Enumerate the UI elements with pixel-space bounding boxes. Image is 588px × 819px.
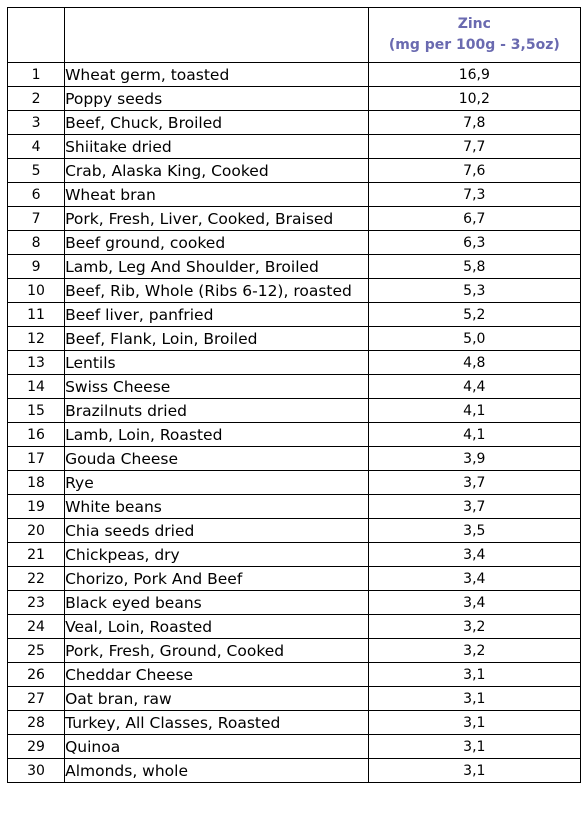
zinc-value-cell: 7,8: [368, 111, 580, 135]
rank-cell: 16: [8, 423, 65, 447]
rank-cell: 27: [8, 687, 65, 711]
zinc-value-cell: 5,2: [368, 303, 580, 327]
food-name-cell: Chia seeds dried: [65, 519, 369, 543]
table-row: [8, 663, 581, 687]
rank-column-header: [8, 8, 65, 63]
zinc-value-cell: 3,1: [368, 711, 580, 735]
table-row: [8, 135, 581, 159]
food-name-cell: Poppy seeds: [65, 87, 369, 111]
rank-cell: 15: [8, 399, 65, 423]
food-name-cell: Beef, Chuck, Broiled: [65, 111, 369, 135]
table-row: [8, 495, 581, 519]
food-name-cell: Quinoa: [65, 735, 369, 759]
rank-cell: 22: [8, 567, 65, 591]
table-row: [8, 111, 581, 135]
table-row: [8, 639, 581, 663]
table-row: [8, 303, 581, 327]
food-name-cell: Crab, Alaska King, Cooked: [65, 159, 369, 183]
food-name-cell: Beef liver, panfried: [65, 303, 369, 327]
rank-cell: 21: [8, 543, 65, 567]
zinc-value-cell: 7,7: [368, 135, 580, 159]
food-name-cell: Rye: [65, 471, 369, 495]
rank-cell: 30: [8, 759, 65, 783]
zinc-value-cell: 5,3: [368, 279, 580, 303]
table-row: [8, 327, 581, 351]
zinc-value-cell: 5,0: [368, 327, 580, 351]
food-name-cell: Pork, Fresh, Ground, Cooked: [65, 639, 369, 663]
zinc-value-cell: 3,1: [368, 735, 580, 759]
zinc-value-cell: 4,1: [368, 399, 580, 423]
table-row: [8, 159, 581, 183]
rank-cell: 12: [8, 327, 65, 351]
table-row: [8, 279, 581, 303]
table-row: [8, 687, 581, 711]
table-row: [8, 759, 581, 783]
food-name-cell: Brazilnuts dried: [65, 399, 369, 423]
rank-cell: 14: [8, 375, 65, 399]
table-row: [8, 207, 581, 231]
rank-cell: 13: [8, 351, 65, 375]
table-row: [8, 399, 581, 423]
zinc-value-cell: 3,1: [368, 663, 580, 687]
food-column-header: [65, 8, 369, 63]
zinc-header-title: Zinc: [457, 16, 491, 32]
rank-cell: 28: [8, 711, 65, 735]
zinc-value-cell: 5,8: [368, 255, 580, 279]
food-name-cell: Lamb, Loin, Roasted: [65, 423, 369, 447]
rank-cell: 25: [8, 639, 65, 663]
zinc-value-cell: 16,9: [368, 63, 580, 87]
food-name-cell: Cheddar Cheese: [65, 663, 369, 687]
food-name-cell: Almonds, whole: [65, 759, 369, 783]
food-name-cell: Beef ground, cooked: [65, 231, 369, 255]
zinc-value-cell: 6,7: [368, 207, 580, 231]
zinc-value-cell: 3,4: [368, 543, 580, 567]
food-name-cell: Veal, Loin, Roasted: [65, 615, 369, 639]
zinc-value-cell: 3,9: [368, 447, 580, 471]
rank-cell: 6: [8, 183, 65, 207]
table-row: [8, 519, 581, 543]
table-row: [8, 471, 581, 495]
zinc-value-cell: 7,6: [368, 159, 580, 183]
food-name-cell: Beef, Rib, Whole (Ribs 6-12), roasted: [65, 279, 369, 303]
rank-cell: 18: [8, 471, 65, 495]
zinc-value-cell: 6,3: [368, 231, 580, 255]
food-name-cell: Wheat germ, toasted: [65, 63, 369, 87]
zinc-value-cell: 3,5: [368, 519, 580, 543]
table-row: [8, 711, 581, 735]
zinc-content-table: [7, 7, 581, 783]
rank-cell: 7: [8, 207, 65, 231]
zinc-value-cell: 3,4: [368, 591, 580, 615]
zinc-value-cell: 3,1: [368, 687, 580, 711]
table-row: [8, 375, 581, 399]
food-name-cell: White beans: [65, 495, 369, 519]
zinc-value-cell: 4,1: [368, 423, 580, 447]
rank-cell: 17: [8, 447, 65, 471]
table-row: [8, 447, 581, 471]
food-name-cell: Wheat bran: [65, 183, 369, 207]
table-row: [8, 231, 581, 255]
table-row: [8, 567, 581, 591]
food-name-cell: Chickpeas, dry: [65, 543, 369, 567]
food-name-cell: Turkey, All Classes, Roasted: [65, 711, 369, 735]
rank-cell: 1: [8, 63, 65, 87]
food-name-cell: Lamb, Leg And Shoulder, Broiled: [65, 255, 369, 279]
table-row: [8, 183, 581, 207]
rank-cell: 8: [8, 231, 65, 255]
zinc-value-cell: 3,2: [368, 615, 580, 639]
table-row: [8, 423, 581, 447]
zinc-value-cell: 7,3: [368, 183, 580, 207]
table-header-row: [8, 8, 581, 63]
table-row: [8, 735, 581, 759]
food-name-cell: Lentils: [65, 351, 369, 375]
zinc-value-cell: 10,2: [368, 87, 580, 111]
food-name-cell: Gouda Cheese: [65, 447, 369, 471]
food-name-cell: Oat bran, raw: [65, 687, 369, 711]
zinc-column-header: [368, 8, 580, 63]
food-name-cell: Swiss Cheese: [65, 375, 369, 399]
rank-cell: 11: [8, 303, 65, 327]
food-name-cell: Shiitake dried: [65, 135, 369, 159]
table-body: [8, 63, 581, 783]
zinc-value-cell: 3,7: [368, 495, 580, 519]
rank-cell: 2: [8, 87, 65, 111]
table-row: [8, 87, 581, 111]
table-row: [8, 351, 581, 375]
food-name-cell: Black eyed beans: [65, 591, 369, 615]
rank-cell: 26: [8, 663, 65, 687]
table-row: [8, 255, 581, 279]
zinc-header-unit: (mg per 100g - 3,5oz): [388, 37, 560, 53]
table-row: [8, 615, 581, 639]
rank-cell: 20: [8, 519, 65, 543]
rank-cell: 10: [8, 279, 65, 303]
zinc-value-cell: 3,4: [368, 567, 580, 591]
rank-cell: 4: [8, 135, 65, 159]
rank-cell: 3: [8, 111, 65, 135]
zinc-value-cell: 4,4: [368, 375, 580, 399]
table-row: [8, 63, 581, 87]
rank-cell: 23: [8, 591, 65, 615]
rank-cell: 9: [8, 255, 65, 279]
zinc-value-cell: 3,7: [368, 471, 580, 495]
rank-cell: 24: [8, 615, 65, 639]
food-name-cell: Pork, Fresh, Liver, Cooked, Braised: [65, 207, 369, 231]
food-name-cell: Chorizo, Pork And Beef: [65, 567, 369, 591]
zinc-value-cell: 4,8: [368, 351, 580, 375]
zinc-value-cell: 3,2: [368, 639, 580, 663]
food-name-cell: Beef, Flank, Loin, Broiled: [65, 327, 369, 351]
rank-cell: 19: [8, 495, 65, 519]
zinc-value-cell: 3,1: [368, 759, 580, 783]
rank-cell: 5: [8, 159, 65, 183]
table-row: [8, 591, 581, 615]
table-row: [8, 543, 581, 567]
rank-cell: 29: [8, 735, 65, 759]
